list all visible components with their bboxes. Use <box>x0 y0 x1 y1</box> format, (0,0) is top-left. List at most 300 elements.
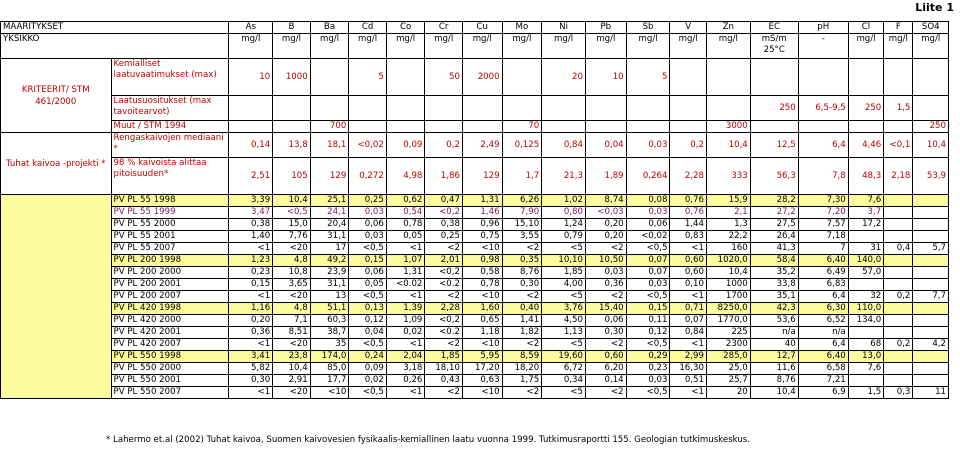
sample-value <box>913 303 949 315</box>
sample-value: 0,06 <box>349 219 387 231</box>
sample-value: 0,34 <box>542 375 586 387</box>
sample-value <box>884 231 913 243</box>
sample-value: <2 <box>585 339 626 351</box>
sample-name: PV PL 550 2000 <box>111 363 229 375</box>
sample-row <box>1 351 949 363</box>
criteria-value <box>848 121 883 133</box>
unit-cell: mg/l <box>585 34 626 59</box>
sample-value: 6,83 <box>798 279 848 291</box>
sample-value <box>913 375 949 387</box>
sample-value <box>884 267 913 279</box>
criteria-value <box>462 121 502 133</box>
project-value: 4,46 <box>848 133 883 158</box>
sample-value: <0,2 <box>425 267 463 279</box>
criteria-value <box>706 96 750 121</box>
sample-value: 0,12 <box>626 327 670 339</box>
sample-value <box>884 327 913 339</box>
sample-value: <1 <box>670 339 707 351</box>
sample-value: <1 <box>229 339 273 351</box>
sample-name: PV PL 550 2001 <box>111 375 229 387</box>
sample-value: <0,5 <box>626 387 670 399</box>
sample-value <box>913 363 949 375</box>
project-value: 0,264 <box>626 158 670 195</box>
sample-value <box>913 279 949 291</box>
sample-value: 6,4 <box>798 339 848 351</box>
sample-value: 3,76 <box>542 303 586 315</box>
criteria-value: 1,5 <box>884 96 913 121</box>
sample-value <box>848 279 883 291</box>
sample-value: <5 <box>542 243 586 255</box>
sample-value: <0,02 <box>626 231 670 243</box>
sample-value: 3,47 <box>229 207 273 219</box>
sample-value: 0,23 <box>229 267 273 279</box>
sample-value: <0,03 <box>585 207 626 219</box>
project-group-label: Tuhat kaivoa -projekti * <box>1 133 112 195</box>
criteria-value <box>670 96 707 121</box>
sample-value: 0,78 <box>386 219 425 231</box>
sample-value: 1,18 <box>462 327 502 339</box>
sample-value: <2 <box>502 291 542 303</box>
sample-name: PV PL 420 2000 <box>111 315 229 327</box>
criteria-value <box>310 59 349 96</box>
sample-value: 1,82 <box>502 327 542 339</box>
column-header: EC <box>750 22 798 34</box>
sample-value: 0,12 <box>349 315 387 327</box>
project-value: 129 <box>310 158 349 195</box>
sample-value: 2300 <box>706 339 750 351</box>
sample-value: 0,79 <box>542 231 586 243</box>
unit-cell: mg/l <box>229 34 273 59</box>
sample-value: <10 <box>462 387 502 399</box>
sample-value: 0,09 <box>349 363 387 375</box>
sample-value: 27,5 <box>750 219 798 231</box>
project-value: 56,3 <box>750 158 798 195</box>
sample-value <box>913 219 949 231</box>
sample-row <box>1 339 949 351</box>
sample-value: 38,7 <box>310 327 349 339</box>
sample-value: <1 <box>229 291 273 303</box>
sample-value: 0,15 <box>229 279 273 291</box>
sample-value: 1,5 <box>848 387 883 399</box>
sample-value: 33,8 <box>750 279 798 291</box>
sample-value <box>848 327 883 339</box>
unit-cell: mg/l <box>884 34 913 59</box>
sample-value: <0,5 <box>273 207 311 219</box>
sample-value: 25,1 <box>310 195 349 207</box>
sample-value: 7,21 <box>798 375 848 387</box>
criteria-value <box>273 96 311 121</box>
project-value: 7,8 <box>798 158 848 195</box>
sample-value: 0,78 <box>462 279 502 291</box>
sample-value <box>913 231 949 243</box>
criteria-value <box>750 121 798 133</box>
sample-value <box>848 375 883 387</box>
sample-value: 7 <box>798 243 848 255</box>
unit-cell: - <box>798 34 848 59</box>
sample-value: 35 <box>310 339 349 351</box>
sample-value: 6,9 <box>798 387 848 399</box>
sample-value: 134,0 <box>848 315 883 327</box>
sample-value: <0,5 <box>349 291 387 303</box>
sample-value: <5 <box>542 291 586 303</box>
sample-name: PV PL 55 1999 <box>111 207 229 219</box>
sample-value: 1,16 <box>229 303 273 315</box>
sample-value: 1,31 <box>386 267 425 279</box>
sample-value: <20 <box>273 243 311 255</box>
sample-value: 17 <box>310 243 349 255</box>
column-header: Zn <box>706 22 750 34</box>
sample-value: 53,6 <box>750 315 798 327</box>
sample-value: 6,40 <box>798 351 848 363</box>
criteria-value: 700 <box>310 121 349 133</box>
sample-value: 3,55 <box>502 231 542 243</box>
sample-name: PV PL 200 1998 <box>111 255 229 267</box>
sample-value <box>884 279 913 291</box>
sample-value: <0.02 <box>386 279 425 291</box>
sample-value: 1,44 <box>670 219 707 231</box>
sample-value: 0,15 <box>626 303 670 315</box>
sample-row <box>1 375 949 387</box>
column-header: F <box>884 22 913 34</box>
sample-value: 20,4 <box>310 219 349 231</box>
sample-name: PV PL 55 2001 <box>111 231 229 243</box>
project-value: 0,125 <box>502 133 542 158</box>
sample-value: 0,13 <box>349 303 387 315</box>
sample-value: 13,0 <box>848 351 883 363</box>
sample-row <box>1 291 949 303</box>
sample-value: 0,02 <box>386 327 425 339</box>
project-row <box>1 158 949 195</box>
sample-value: <1 <box>386 291 425 303</box>
sample-value: <1 <box>670 291 707 303</box>
criteria-value <box>349 121 387 133</box>
sample-value: <1 <box>386 339 425 351</box>
criteria-label: Kemialliset laatuvaatimukset (max) <box>111 59 229 96</box>
unit-cell: mg/l <box>670 34 707 59</box>
criteria-value <box>798 59 848 96</box>
unit-cell: mg/l <box>273 34 311 59</box>
criteria-value: 6,5-9,5 <box>798 96 848 121</box>
sample-value: 18,10 <box>425 363 463 375</box>
sample-value <box>884 363 913 375</box>
sample-value: 0,03 <box>585 267 626 279</box>
sample-value: 26,4 <box>750 231 798 243</box>
sample-value: 2,04 <box>386 351 425 363</box>
sample-value: 0,03 <box>626 207 670 219</box>
sample-value: 6,20 <box>585 363 626 375</box>
sample-value: <5 <box>542 339 586 351</box>
sample-value: 6,40 <box>798 255 848 267</box>
sample-value: 0,60 <box>585 351 626 363</box>
sample-value: 0,03 <box>349 207 387 219</box>
sample-value: 10,10 <box>542 255 586 267</box>
sample-value: <0,5 <box>626 339 670 351</box>
sample-value: 31,1 <box>310 279 349 291</box>
sample-value: 4,50 <box>542 315 586 327</box>
unit-cell: mS/m 25°C <box>750 34 798 59</box>
sample-value: 0,54 <box>386 207 425 219</box>
sample-value: 10,4 <box>273 195 311 207</box>
sample-value: 0,20 <box>229 315 273 327</box>
sample-value: 8,76 <box>750 375 798 387</box>
unit-cell: mg/l <box>349 34 387 59</box>
project-value: 1,89 <box>585 158 626 195</box>
sample-value: 0,96 <box>462 219 502 231</box>
sample-value: 0,05 <box>386 231 425 243</box>
criteria-value <box>229 121 273 133</box>
project-value: <0,1 <box>884 133 913 158</box>
criteria-value <box>670 59 707 96</box>
sample-name: PV PL 200 2007 <box>111 291 229 303</box>
sample-value: 15,0 <box>273 219 311 231</box>
column-header: Cl <box>848 22 883 34</box>
project-value: 0,09 <box>386 133 425 158</box>
sample-value: 0,38 <box>425 219 463 231</box>
project-value: 12,5 <box>750 133 798 158</box>
project-row <box>1 133 949 158</box>
sample-name: PV PL 420 2001 <box>111 327 229 339</box>
sample-value: 2,28 <box>425 303 463 315</box>
sample-value: 1,31 <box>462 195 502 207</box>
footnote: * Lahermo et.al (2002) Tuhat kaivoa, Suomen kaivovesien fysikaalis-kemiallinen laatu vuonna 1999. Tutkimusraportti 155. Geologian tutkimuskeskus. <box>106 435 750 445</box>
sample-value: 225 <box>706 327 750 339</box>
unit-cell: mg/l <box>310 34 349 59</box>
criteria-value <box>913 96 949 121</box>
sample-value <box>884 375 913 387</box>
sample-name: PV PL 550 2007 <box>111 387 229 399</box>
project-value: <0,02 <box>349 133 387 158</box>
criteria-value <box>542 96 586 121</box>
sample-group-blank <box>1 195 112 399</box>
sample-value: 4,8 <box>273 303 311 315</box>
sample-value: 0,4 <box>884 243 913 255</box>
sample-value: <2 <box>502 339 542 351</box>
sample-value: 0,60 <box>670 255 707 267</box>
sample-value: <0.2 <box>425 327 463 339</box>
sample-value: <20 <box>273 387 311 399</box>
sample-value: 17,2 <box>848 219 883 231</box>
criteria-value <box>626 96 670 121</box>
column-header: Ni <box>542 22 586 34</box>
sample-value: 0,05 <box>349 279 387 291</box>
column-header: As <box>229 22 273 34</box>
sample-value: 1,02 <box>542 195 586 207</box>
sample-value: 0,58 <box>462 267 502 279</box>
sample-value: 8,74 <box>585 195 626 207</box>
sample-value: 23,8 <box>273 351 311 363</box>
sample-value: 0,75 <box>462 231 502 243</box>
sample-value: 6,4 <box>798 291 848 303</box>
sample-value: 3,65 <box>273 279 311 291</box>
sample-value: <1 <box>670 243 707 255</box>
sample-value: 15,9 <box>706 195 750 207</box>
unit-cell: mg/l <box>848 34 883 59</box>
sample-value <box>913 351 949 363</box>
sample-value: 1,39 <box>386 303 425 315</box>
sample-value: <2 <box>502 387 542 399</box>
header-row <box>1 22 949 34</box>
sample-value: 35,2 <box>750 267 798 279</box>
sample-value: 0,08 <box>626 195 670 207</box>
sample-value: <1 <box>386 243 425 255</box>
criteria-value <box>229 96 273 121</box>
sample-value: 24,1 <box>310 207 349 219</box>
sample-value: 0,06 <box>626 219 670 231</box>
sample-value: 1,85 <box>425 351 463 363</box>
sample-value <box>884 219 913 231</box>
criteria-value <box>386 121 425 133</box>
criteria-value <box>386 59 425 96</box>
sample-value: 40 <box>750 339 798 351</box>
sample-value: 6,30 <box>798 303 848 315</box>
sample-value: 1,23 <box>229 255 273 267</box>
sample-value: <0,5 <box>626 291 670 303</box>
sample-value: 0,15 <box>349 255 387 267</box>
project-value: 0,2 <box>425 133 463 158</box>
sample-value: 0,60 <box>670 267 707 279</box>
sample-value: 27,2 <box>750 207 798 219</box>
sample-value: 23,9 <box>310 267 349 279</box>
unit-cell: mg/l <box>425 34 463 59</box>
criteria-value: 2000 <box>462 59 502 96</box>
criteria-value <box>626 121 670 133</box>
sample-value: 7,6 <box>848 195 883 207</box>
sample-value: 3,18 <box>386 363 425 375</box>
sample-value: 1,24 <box>542 219 586 231</box>
sample-value: 7,7 <box>913 291 949 303</box>
column-header: V <box>670 22 707 34</box>
sample-value <box>913 195 949 207</box>
criteria-value: 10 <box>585 59 626 96</box>
sample-value: 10,50 <box>585 255 626 267</box>
sample-value <box>913 327 949 339</box>
column-header: Sb <box>626 22 670 34</box>
column-header: pH <box>798 22 848 34</box>
sample-value: <1 <box>670 387 707 399</box>
sample-value: 0,98 <box>462 255 502 267</box>
sample-value: 10,4 <box>706 267 750 279</box>
sample-value: 2,01 <box>425 255 463 267</box>
unit-cell: mg/l <box>542 34 586 59</box>
criteria-value <box>542 121 586 133</box>
sample-value: 42,3 <box>750 303 798 315</box>
sample-value: <10 <box>462 339 502 351</box>
sample-value: <0,5 <box>626 243 670 255</box>
project-value: 10,4 <box>706 133 750 158</box>
sample-value: 1,41 <box>502 315 542 327</box>
sample-value: 7,90 <box>502 207 542 219</box>
project-value: 53,9 <box>913 158 949 195</box>
sample-value: 7,20 <box>798 207 848 219</box>
sample-value: 0,76 <box>670 207 707 219</box>
sample-value: 0,07 <box>670 315 707 327</box>
sample-row <box>1 243 949 255</box>
sample-value: 10,8 <box>273 267 311 279</box>
column-header: Mo <box>502 22 542 34</box>
sample-value: 68 <box>848 339 883 351</box>
sample-row <box>1 255 949 267</box>
sample-value: <0,2 <box>425 315 463 327</box>
criteria-value: 250 <box>750 96 798 121</box>
sample-row <box>1 279 949 291</box>
sample-value: 0,3 <box>884 387 913 399</box>
sample-value: 7,18 <box>798 231 848 243</box>
criteria-value <box>913 59 949 96</box>
sample-value: <10 <box>462 291 502 303</box>
sample-value: 1,46 <box>462 207 502 219</box>
sample-row <box>1 327 949 339</box>
sample-value: 8250,0 <box>706 303 750 315</box>
sample-value: 0,14 <box>585 375 626 387</box>
sample-value: 0,03 <box>626 279 670 291</box>
sample-value: 25,0 <box>706 363 750 375</box>
sample-value: 1,09 <box>386 315 425 327</box>
column-header: Cd <box>349 22 387 34</box>
sample-value: <2 <box>585 291 626 303</box>
sample-value: <0.2 <box>425 279 463 291</box>
sample-value: 0,26 <box>386 375 425 387</box>
sample-value <box>884 195 913 207</box>
project-value: 129 <box>462 158 502 195</box>
sample-value: 1700 <box>706 291 750 303</box>
sample-value: 3,41 <box>229 351 273 363</box>
sample-value: 3,7 <box>848 207 883 219</box>
sample-value: 4,8 <box>273 255 311 267</box>
sample-value: <2 <box>425 387 463 399</box>
sample-value: 0,65 <box>462 315 502 327</box>
sample-value: 1,75 <box>502 375 542 387</box>
criteria-label: Laatusuositukset (max tavoitearvot) <box>111 96 229 121</box>
sample-name: PV PL 200 2000 <box>111 267 229 279</box>
sample-value: 49,2 <box>310 255 349 267</box>
sample-value: 0,02 <box>349 375 387 387</box>
project-value: 1,86 <box>425 158 463 195</box>
sample-value: 7,57 <box>798 219 848 231</box>
sample-value: 57,0 <box>848 267 883 279</box>
sample-row <box>1 231 949 243</box>
criteria-value <box>425 121 463 133</box>
project-value: 4,98 <box>386 158 425 195</box>
sample-value: 4,2 <box>913 339 949 351</box>
criteria-row <box>1 96 949 121</box>
sample-row <box>1 363 949 375</box>
sample-value: 0,06 <box>349 267 387 279</box>
sample-value: 0,11 <box>626 315 670 327</box>
sample-value: 18,20 <box>502 363 542 375</box>
sample-value: 0,71 <box>670 303 707 315</box>
sample-value: 2,99 <box>670 351 707 363</box>
criteria-value <box>585 96 626 121</box>
sample-value: 0,25 <box>425 231 463 243</box>
column-header: Cr <box>425 22 463 34</box>
criteria-value <box>798 121 848 133</box>
sample-value: 0,2 <box>884 291 913 303</box>
sample-value: 1000 <box>706 279 750 291</box>
sample-value: 3,39 <box>229 195 273 207</box>
sample-value: 5,7 <box>913 243 949 255</box>
sample-value: 0,06 <box>585 315 626 327</box>
sample-value: <0,5 <box>349 339 387 351</box>
criteria-group-label: KRITEERIT/ STM 461/2000 <box>1 59 112 133</box>
sample-value: 0,30 <box>502 279 542 291</box>
sample-value: 1,07 <box>386 255 425 267</box>
sample-row <box>1 387 949 399</box>
sample-value: 110,0 <box>848 303 883 315</box>
sample-row <box>1 219 949 231</box>
sample-value <box>913 207 949 219</box>
sample-value <box>884 207 913 219</box>
sample-value: 10,4 <box>750 387 798 399</box>
